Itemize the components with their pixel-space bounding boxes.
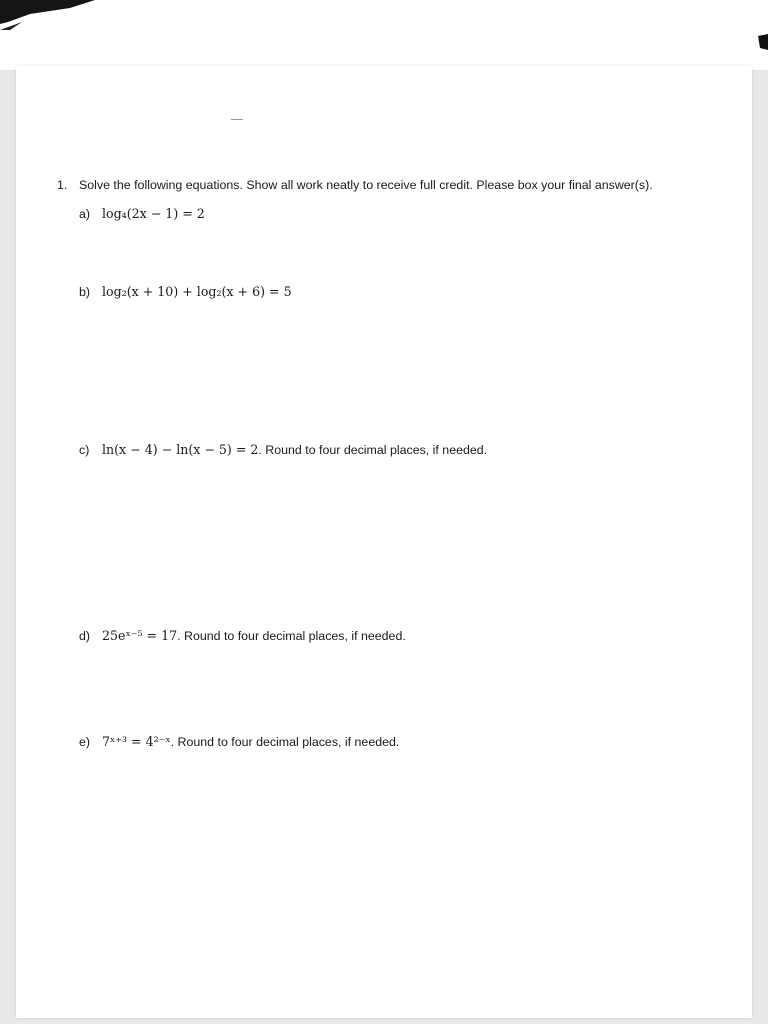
part-c	[79, 442, 487, 457]
part-d-letter: d)	[79, 629, 91, 643]
worksheet-page	[16, 66, 752, 1018]
corner-shadow-top-left	[0, 0, 220, 60]
corner-shadow-top-right	[754, 34, 768, 52]
question-prompt: Solve the following equations. Show all work neatly to receive full credit. Please box your final answer(s).	[79, 178, 653, 192]
part-b-equation: log₂(x + 10) + log₂(x + 6) = 5	[102, 284, 292, 299]
question-1	[57, 178, 653, 192]
part-d	[79, 628, 406, 643]
part-a	[79, 206, 205, 221]
part-b-letter: b)	[79, 285, 91, 299]
part-c-note: . Round to four decimal places, if needed.	[258, 443, 488, 457]
stray-mark	[231, 119, 243, 120]
part-e-note: . Round to four decimal places, if needed.	[170, 735, 400, 749]
part-d-note: . Round to four decimal places, if needed.	[177, 629, 406, 643]
question-number: 1.	[57, 178, 68, 192]
part-e-letter: e)	[79, 735, 91, 749]
part-d-equation: 25eˣ⁻⁵ = 17	[102, 628, 178, 643]
part-e	[79, 734, 399, 749]
part-a-letter: a)	[79, 207, 91, 221]
part-e-equation: 7ˣ⁺³ = 4²⁻ˣ	[102, 734, 171, 749]
part-c-equation: ln(x − 4) − ln(x − 5) = 2	[102, 442, 259, 457]
part-c-letter: c)	[79, 443, 90, 457]
part-a-equation: log₄(2x − 1) = 2	[102, 206, 205, 221]
part-b	[79, 284, 292, 299]
